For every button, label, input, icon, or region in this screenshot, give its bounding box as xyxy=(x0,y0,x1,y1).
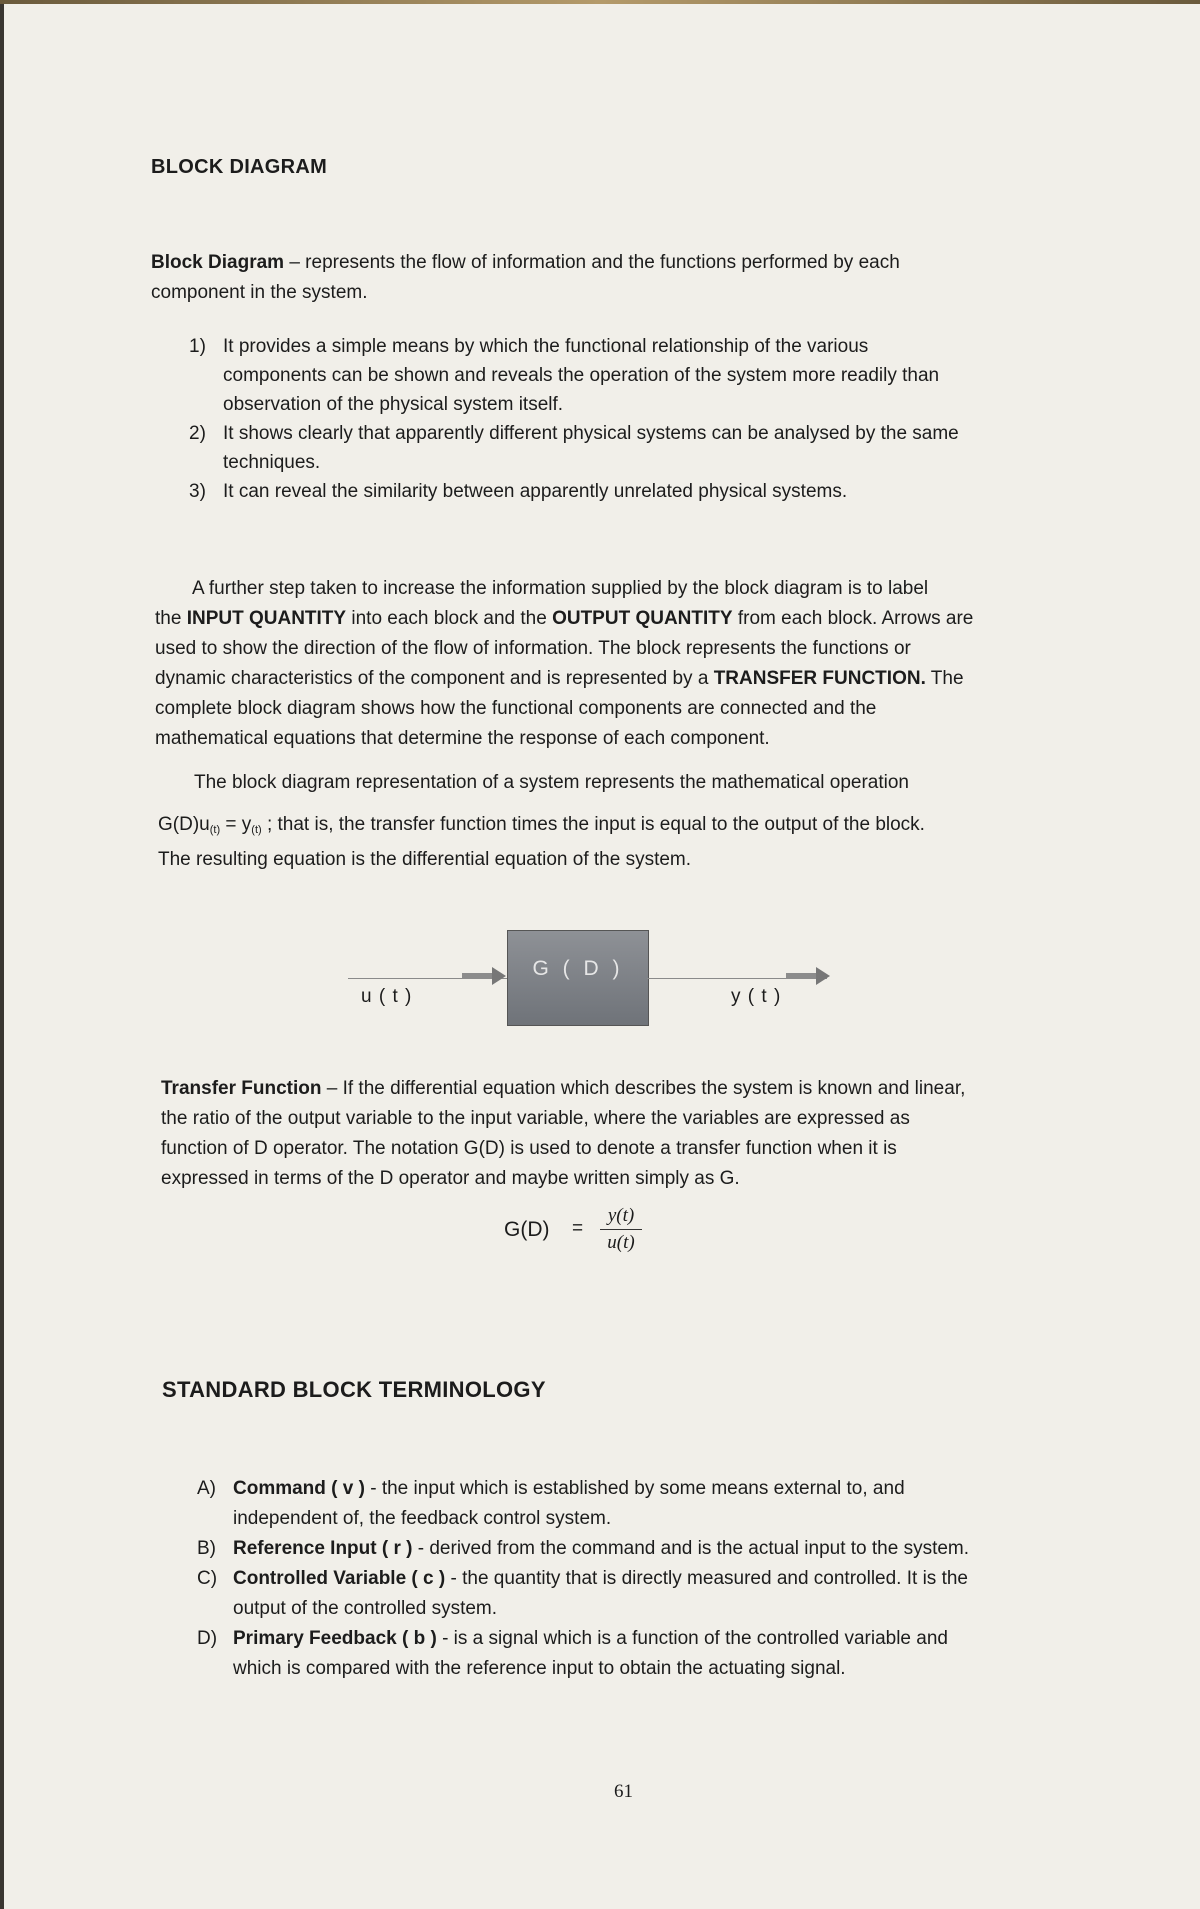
paragraph-line: The resulting equation is the differential equation of the system. xyxy=(158,849,692,870)
page-title: BLOCK DIAGRAM xyxy=(151,156,328,178)
list-item xyxy=(189,332,1083,419)
definition-text-line2: component in the system. xyxy=(151,282,368,303)
definition-text-line1: – represents the flow of information and the functions performed by each xyxy=(284,252,900,273)
equation-denominator: u(t) xyxy=(607,1232,635,1253)
paragraph-line: the ratio of the output variable to the input variable, where the variables are expressed as xyxy=(161,1108,910,1129)
input-arrow-icon xyxy=(492,967,506,985)
term-label: Command ( v ) xyxy=(233,1478,365,1499)
input-arrow-shaft xyxy=(462,973,492,979)
list-item-line: components can be shown and reveals the operation of the system more readily than xyxy=(223,365,940,386)
list-item-letter: A) xyxy=(197,1478,216,1499)
list-item xyxy=(189,419,1083,477)
transfer-function-block xyxy=(507,930,649,1026)
list-item xyxy=(189,477,1083,506)
paragraph-line: function of D operator. The notation G(D) is used to denote a transfer function when it is xyxy=(161,1138,897,1159)
definition-term: Block Diagram xyxy=(151,252,285,273)
paragraph-line: mathematical equations that determine the response of each component. xyxy=(155,728,770,749)
paragraph-line: expressed in terms of the D operator and maybe written simply as G. xyxy=(161,1168,740,1189)
list-item-number: 1) xyxy=(189,336,206,357)
points-list xyxy=(189,332,1083,506)
list-item: D) Primary Feedback ( b ) - is a signal which is a function of the controlled variable and which is compared with the reference input to obtain the actuating signal. xyxy=(233,1624,1093,1684)
list-item-line: It can reveal the similarity between apparently unrelated physical systems. xyxy=(223,481,848,502)
output-arrow-icon xyxy=(816,967,830,985)
paragraph-line: The block diagram representation of a system represents the mathematical operation xyxy=(194,772,909,793)
page-edge-left xyxy=(0,0,4,1909)
section-title: STANDARD BLOCK TERMINOLOGY xyxy=(162,1377,546,1402)
terminology-list xyxy=(197,1474,1093,1684)
paragraph-line: A further step taken to increase the information supplied by the block diagram is to label xyxy=(192,578,929,599)
paragraph-line: – If the differential equation which describes the system is known and linear, xyxy=(321,1078,966,1099)
list-item-line: independent of, the feedback control system. xyxy=(233,1508,612,1529)
output-label: y ( t ) xyxy=(731,986,782,1007)
list-item-letter: D) xyxy=(197,1628,218,1649)
equation-equals: = xyxy=(572,1218,584,1239)
transfer-function-paragraph xyxy=(161,1074,1091,1194)
list-item-letter: B) xyxy=(197,1538,216,1559)
page-edge-top xyxy=(0,0,1200,4)
list-item-line: output of the controlled system. xyxy=(233,1598,498,1619)
input-label: u ( t ) xyxy=(361,986,413,1007)
definition-paragraph xyxy=(151,248,1051,308)
block-label: G ( D ) xyxy=(532,957,624,980)
list-item-line: observation of the physical system itself. xyxy=(223,394,564,415)
equation-fraction xyxy=(600,1205,642,1254)
paragraph-line: used to show the direction of the flow of information. The block represents the functions or xyxy=(155,638,911,659)
list-item-number: 2) xyxy=(189,423,206,444)
list-item-number: 3) xyxy=(189,481,206,502)
list-item: B) Reference Input ( r ) - derived from the command and is the actual input to the system. xyxy=(233,1534,1093,1564)
term-label: Controlled Variable ( c ) xyxy=(233,1568,446,1589)
transfer-function-term: Transfer Function xyxy=(161,1078,322,1099)
information-paragraph xyxy=(155,574,1085,754)
list-item-line: techniques. xyxy=(223,452,321,473)
paragraph-line: the INPUT QUANTITY into each block and the OUTPUT QUANTITY from each block. Arrows are xyxy=(155,608,974,629)
list-item-line: It provides a simple means by which the functional relationship of the various xyxy=(223,336,869,357)
list-item-line: It shows clearly that apparently different physical systems can be analysed by the same xyxy=(223,423,959,444)
equation-numerator: y(t) xyxy=(607,1205,635,1226)
list-item-letter: C) xyxy=(197,1568,218,1589)
paragraph-line: dynamic characteristics of the component and is represented by a TRANSFER FUNCTION. The xyxy=(155,668,964,689)
paragraph-line: complete block diagram shows how the functional components are connected and the xyxy=(155,698,877,719)
equation-line: $G(D)u_{(t)} = y_{(t)}$ ; that is, the transfer function times the input is equal to the output of the block. xyxy=(158,814,925,836)
output-arrow-shaft xyxy=(786,973,816,979)
list-item: A) Command ( v ) - the input which is established by some means external to, and independent of, the feedback control system. xyxy=(233,1474,1093,1534)
term-label: Primary Feedback ( b ) xyxy=(233,1628,437,1649)
list-item: C) Controlled Variable ( c ) - the quantity that is directly measured and controlled. It is the output of the controlled system. xyxy=(233,1564,1093,1624)
list-item-line: which is compared with the reference input to obtain the actuating signal. xyxy=(233,1658,846,1679)
page-number: 61 xyxy=(614,1781,633,1802)
term-label: Reference Input ( r ) xyxy=(233,1538,413,1559)
operation-paragraph xyxy=(158,768,1088,875)
equation-lhs: G(D) xyxy=(504,1218,550,1241)
